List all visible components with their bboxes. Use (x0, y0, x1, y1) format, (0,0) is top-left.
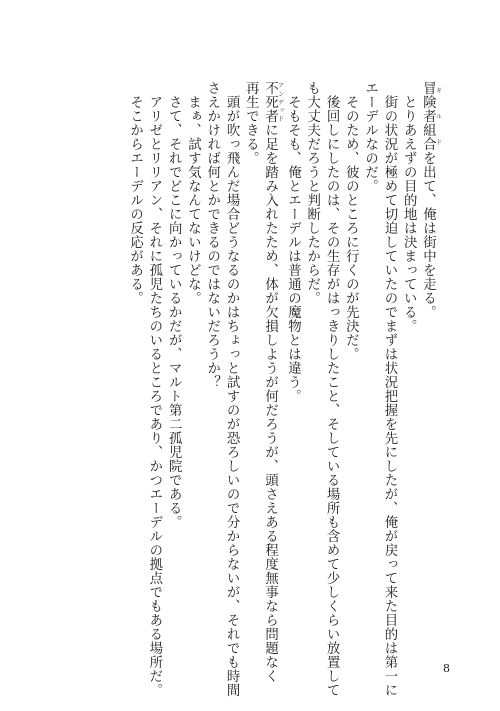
ruby-undead: 不死者 アンデッド (262, 81, 284, 123)
text-column-9: 不死者 アンデッドに足を踏み入れたため、体が欠損しようが何だろうが、頭さえある程度無事なら問題なく (262, 81, 284, 683)
text-column-6: 後回しにしたのは、その生存がはっきりしたこと、そしている場所も含めて少しくらい放置して (324, 81, 340, 697)
text-column-16: そこからエーデルの反応がある。 (127, 81, 143, 305)
page-number: 8 (443, 662, 450, 675)
text-column-7: も大丈夫だろうと判断したからだ。 (304, 81, 320, 305)
text-column-13: まぁ、試す気なんてないけどな。 (185, 81, 201, 305)
text-column-2: とりあえずの目的地は決まっている。 (401, 81, 417, 333)
text-column-4: エーデルなのだ。 (362, 81, 378, 193)
ruby-guild: 冒険者組合 ギルド (420, 81, 442, 151)
text-column-8: そもそも、俺とエーデルは普通の魔物とは違う。 (285, 81, 301, 403)
text-column-15: アリゼとリリアン、それに孤児たちのいるところであり、かつエーデルの拠点でもある場所だ。 (146, 81, 162, 697)
text-column-14: さて、それでどこに向かっているかだが、マルト第二孤児院である。 (166, 81, 182, 529)
text-column-12: さえかければ何とかできるのではないだろうか？ (204, 81, 220, 389)
text-column-5: そのため、彼のところに行くのが先決だ。 (343, 81, 359, 361)
text-column-10: 再生できる。 (243, 81, 259, 165)
text-column-3: 街の状況が極めて切迫していたのでまずは状況把握を先にしたが、俺が戻って来た目的は第一に (381, 81, 397, 697)
text-column-1: 冒険者組合 ギルドを出て、俺は街中を走る。 (420, 81, 442, 319)
text-column-11: 頭が吹っ飛んだ場合どうなるのかはちょっと試すのが恐ろしいので分からないが、それでも時間 (224, 81, 240, 697)
vertical-body-text (61, 81, 442, 697)
